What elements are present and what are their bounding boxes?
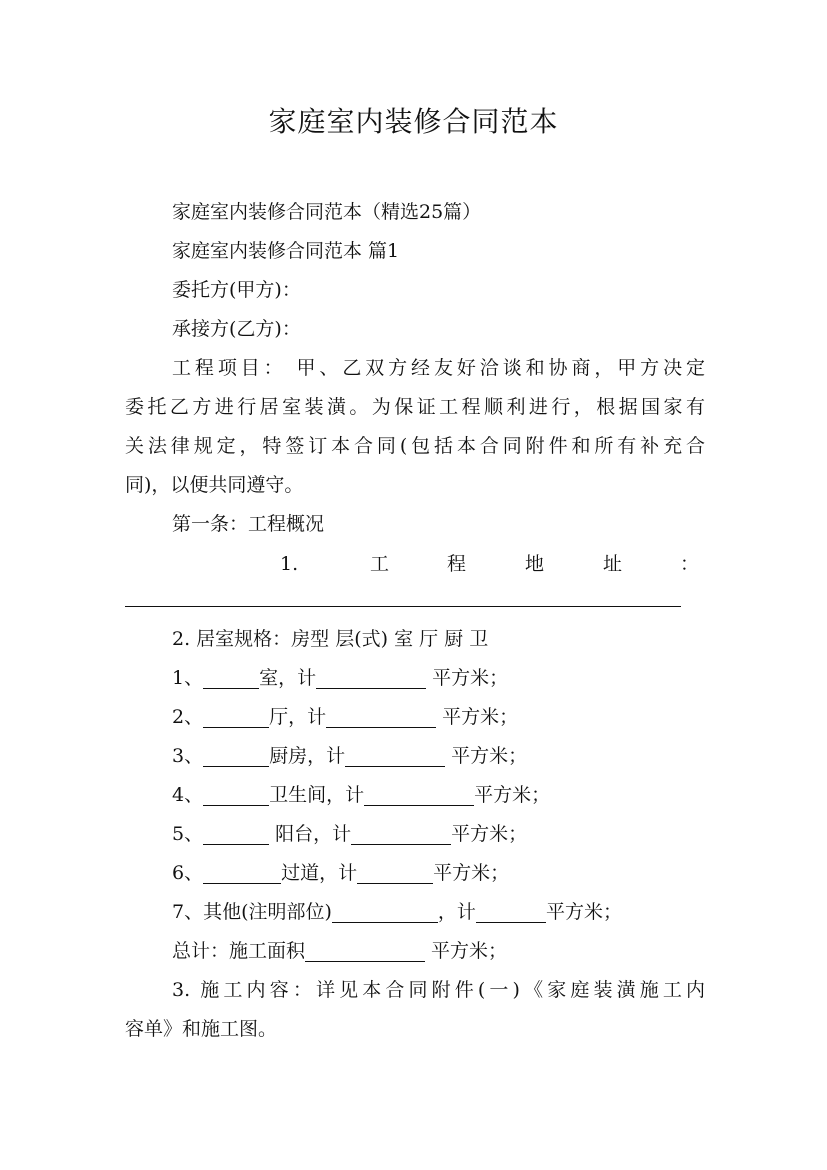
- address-char: 址: [603, 553, 623, 575]
- room-row: 5、 阳台，计 平方米；: [172, 823, 528, 845]
- content-line: 容单》和施工图。: [125, 1018, 278, 1040]
- intro-line: 工程项目： 甲、乙双方经友好洽谈和协商，甲方决定: [172, 357, 705, 379]
- subtitle: 家庭室内装修合同范本（精选25篇）: [172, 201, 482, 223]
- intro-line: 委托乙方进行居室装潢。为保证工程顺利进行，根据国家有: [125, 396, 705, 418]
- room-row: 4、 卫生间，计 平方米；: [172, 784, 551, 806]
- room-spec: 2. 居室规格：房型 层(式) 室 厅 厨 卫: [172, 628, 489, 650]
- party-a: 委托方(甲方)：: [172, 279, 301, 301]
- room-row: 1、 室，计 平方米；: [172, 667, 509, 689]
- document-title: 家庭室内装修合同范本: [268, 105, 559, 138]
- room-row: 3、 厨房，计 平方米；: [172, 745, 528, 767]
- section-heading: 家庭室内装修合同范本 篇1: [172, 240, 400, 262]
- intro-line: 同)，以便共同遵守。: [125, 474, 304, 496]
- room-row: 6、 过道，计 平方米；: [172, 862, 510, 884]
- room-row: 7、其他(注明部位) ，计 平方米；: [172, 901, 622, 923]
- party-b: 承接方(乙方)：: [172, 318, 301, 340]
- address-char: ：: [680, 553, 700, 575]
- article-1-heading: 第一条：工程概况: [172, 513, 325, 535]
- room-row: 2、 厅，计 平方米；: [172, 706, 519, 728]
- address-blank-line: [125, 606, 681, 607]
- content-line: 3. 施工内容：详见本合同附件(一)《家庭装潢施工内: [172, 979, 705, 1001]
- intro-line: 关法律规定，特签订本合同(包括本合同附件和所有补充合: [125, 435, 705, 457]
- address-char: 程: [447, 553, 467, 575]
- address-char: 地: [525, 553, 545, 575]
- address-line: [125, 545, 705, 584]
- address-number: 1.: [280, 553, 299, 575]
- total-row: 总计：施工面积 平方米；: [172, 940, 508, 962]
- address-char: 工: [370, 553, 390, 575]
